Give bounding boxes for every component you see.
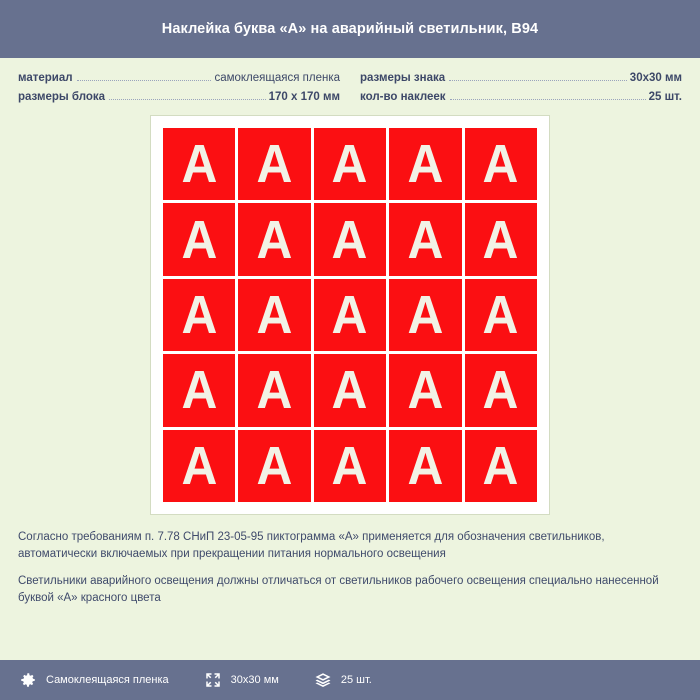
- page-header: [0, 0, 700, 58]
- spec-dots: [450, 98, 646, 100]
- sticker-cell: [465, 128, 537, 200]
- sticker-letter: A: [407, 134, 444, 195]
- sticker-cell: [238, 279, 310, 351]
- spec-value: 25 шт.: [648, 91, 682, 103]
- sticker-letter: A: [482, 209, 519, 270]
- sticker-letter: A: [482, 435, 519, 496]
- sticker-cell: [314, 430, 386, 502]
- sticker-letter: A: [482, 360, 519, 421]
- spec-value: 30x30 мм: [629, 72, 682, 84]
- sticker-cell: [314, 203, 386, 275]
- sticker-letter: A: [256, 360, 293, 421]
- sticker-cell: [163, 430, 235, 502]
- sticker-cell: [389, 203, 461, 275]
- note-text: Светильники аварийного освещения должны отличаться от светильников рабочего освещения специально нанесенной буквой «А» красного цвета: [18, 575, 659, 605]
- spec-row: [360, 72, 682, 84]
- sticker-cell: [389, 354, 461, 426]
- sticker-letter: A: [256, 435, 293, 496]
- sticker-letter: A: [332, 360, 368, 421]
- sticker-cell: [389, 128, 461, 200]
- sticker-letter: A: [332, 435, 368, 496]
- sticker-letter: A: [482, 134, 519, 195]
- page-title: Наклейка буква «А» на аварийный светильник, B94: [161, 21, 539, 37]
- sticker-cell: [163, 128, 235, 200]
- spec-row: [18, 72, 340, 84]
- gear-icon: [18, 670, 38, 690]
- sticker-letter: A: [181, 360, 218, 421]
- sticker-letter: A: [181, 284, 218, 345]
- sticker-cell: [465, 203, 537, 275]
- sticker-letter: A: [407, 360, 444, 421]
- sticker-letter: A: [332, 134, 368, 195]
- sticker-cell: [163, 279, 235, 351]
- specs-column-right: [360, 72, 682, 103]
- sticker-cell: [163, 354, 235, 426]
- footer-item-size: [203, 670, 279, 690]
- spec-value: самоклеящаяся пленка: [214, 72, 340, 84]
- sticker-letter: A: [482, 284, 519, 345]
- note-text: Согласно требованиям п. 7.78 СНиП 23-05-95 пиктограмма «А» применяется для обозначения светильников, автоматически включаемых при прекращении питания нормального освещения: [18, 531, 605, 560]
- footer-item-material: [18, 670, 169, 690]
- spec-label: размеры блока: [18, 91, 106, 103]
- sticker-cell: [465, 354, 537, 426]
- sticker-letter: A: [256, 209, 293, 270]
- sticker-letter: A: [181, 134, 218, 195]
- stack-icon: [313, 670, 333, 690]
- sticker-cell: [238, 128, 310, 200]
- resize-icon: [203, 670, 223, 690]
- sticker-letter: A: [407, 435, 444, 496]
- sticker-letter: A: [407, 209, 444, 270]
- sticker-cell: [238, 430, 310, 502]
- spec-label: материал: [18, 72, 73, 84]
- footer-item-label: 30x30 мм: [230, 674, 279, 686]
- spec-row: [360, 91, 682, 103]
- sticker-cell: [314, 128, 386, 200]
- sticker-cell: [163, 203, 235, 275]
- spec-dots: [109, 98, 266, 100]
- sticker-letter: A: [181, 209, 218, 270]
- sticker-letter: A: [256, 284, 293, 345]
- page-footer: [0, 660, 700, 700]
- spec-value: 170 х 170 мм: [268, 91, 340, 103]
- spec-label: размеры знака: [360, 72, 446, 84]
- sticker-letter: A: [181, 435, 218, 496]
- notes-section: [0, 515, 700, 607]
- spec-row: [18, 91, 340, 103]
- footer-item-quantity: [313, 670, 372, 690]
- sticker-cell: [314, 354, 386, 426]
- sticker-letter: A: [407, 284, 444, 345]
- footer-item-label: Самоклеящаяся пленка: [46, 674, 169, 686]
- spec-label: кол-во наклеек: [360, 91, 446, 103]
- sticker-sheet-wrapper: [0, 115, 700, 515]
- footer-item-label: 25 шт.: [340, 674, 372, 686]
- sticker-cell: [314, 279, 386, 351]
- sticker-letter: A: [332, 209, 368, 270]
- spec-dots: [77, 79, 212, 81]
- sticker-cell: [389, 279, 461, 351]
- sticker-cell: [465, 430, 537, 502]
- specs-section: [0, 58, 700, 109]
- sticker-cell: [238, 203, 310, 275]
- sticker-sheet: [150, 115, 550, 515]
- sticker-cell: [465, 279, 537, 351]
- sticker-cell: [389, 430, 461, 502]
- specs-column-left: [18, 72, 340, 103]
- spec-dots: [449, 79, 627, 81]
- sticker-cell: [238, 354, 310, 426]
- sticker-letter: A: [256, 134, 293, 195]
- sticker-letter: A: [332, 284, 368, 345]
